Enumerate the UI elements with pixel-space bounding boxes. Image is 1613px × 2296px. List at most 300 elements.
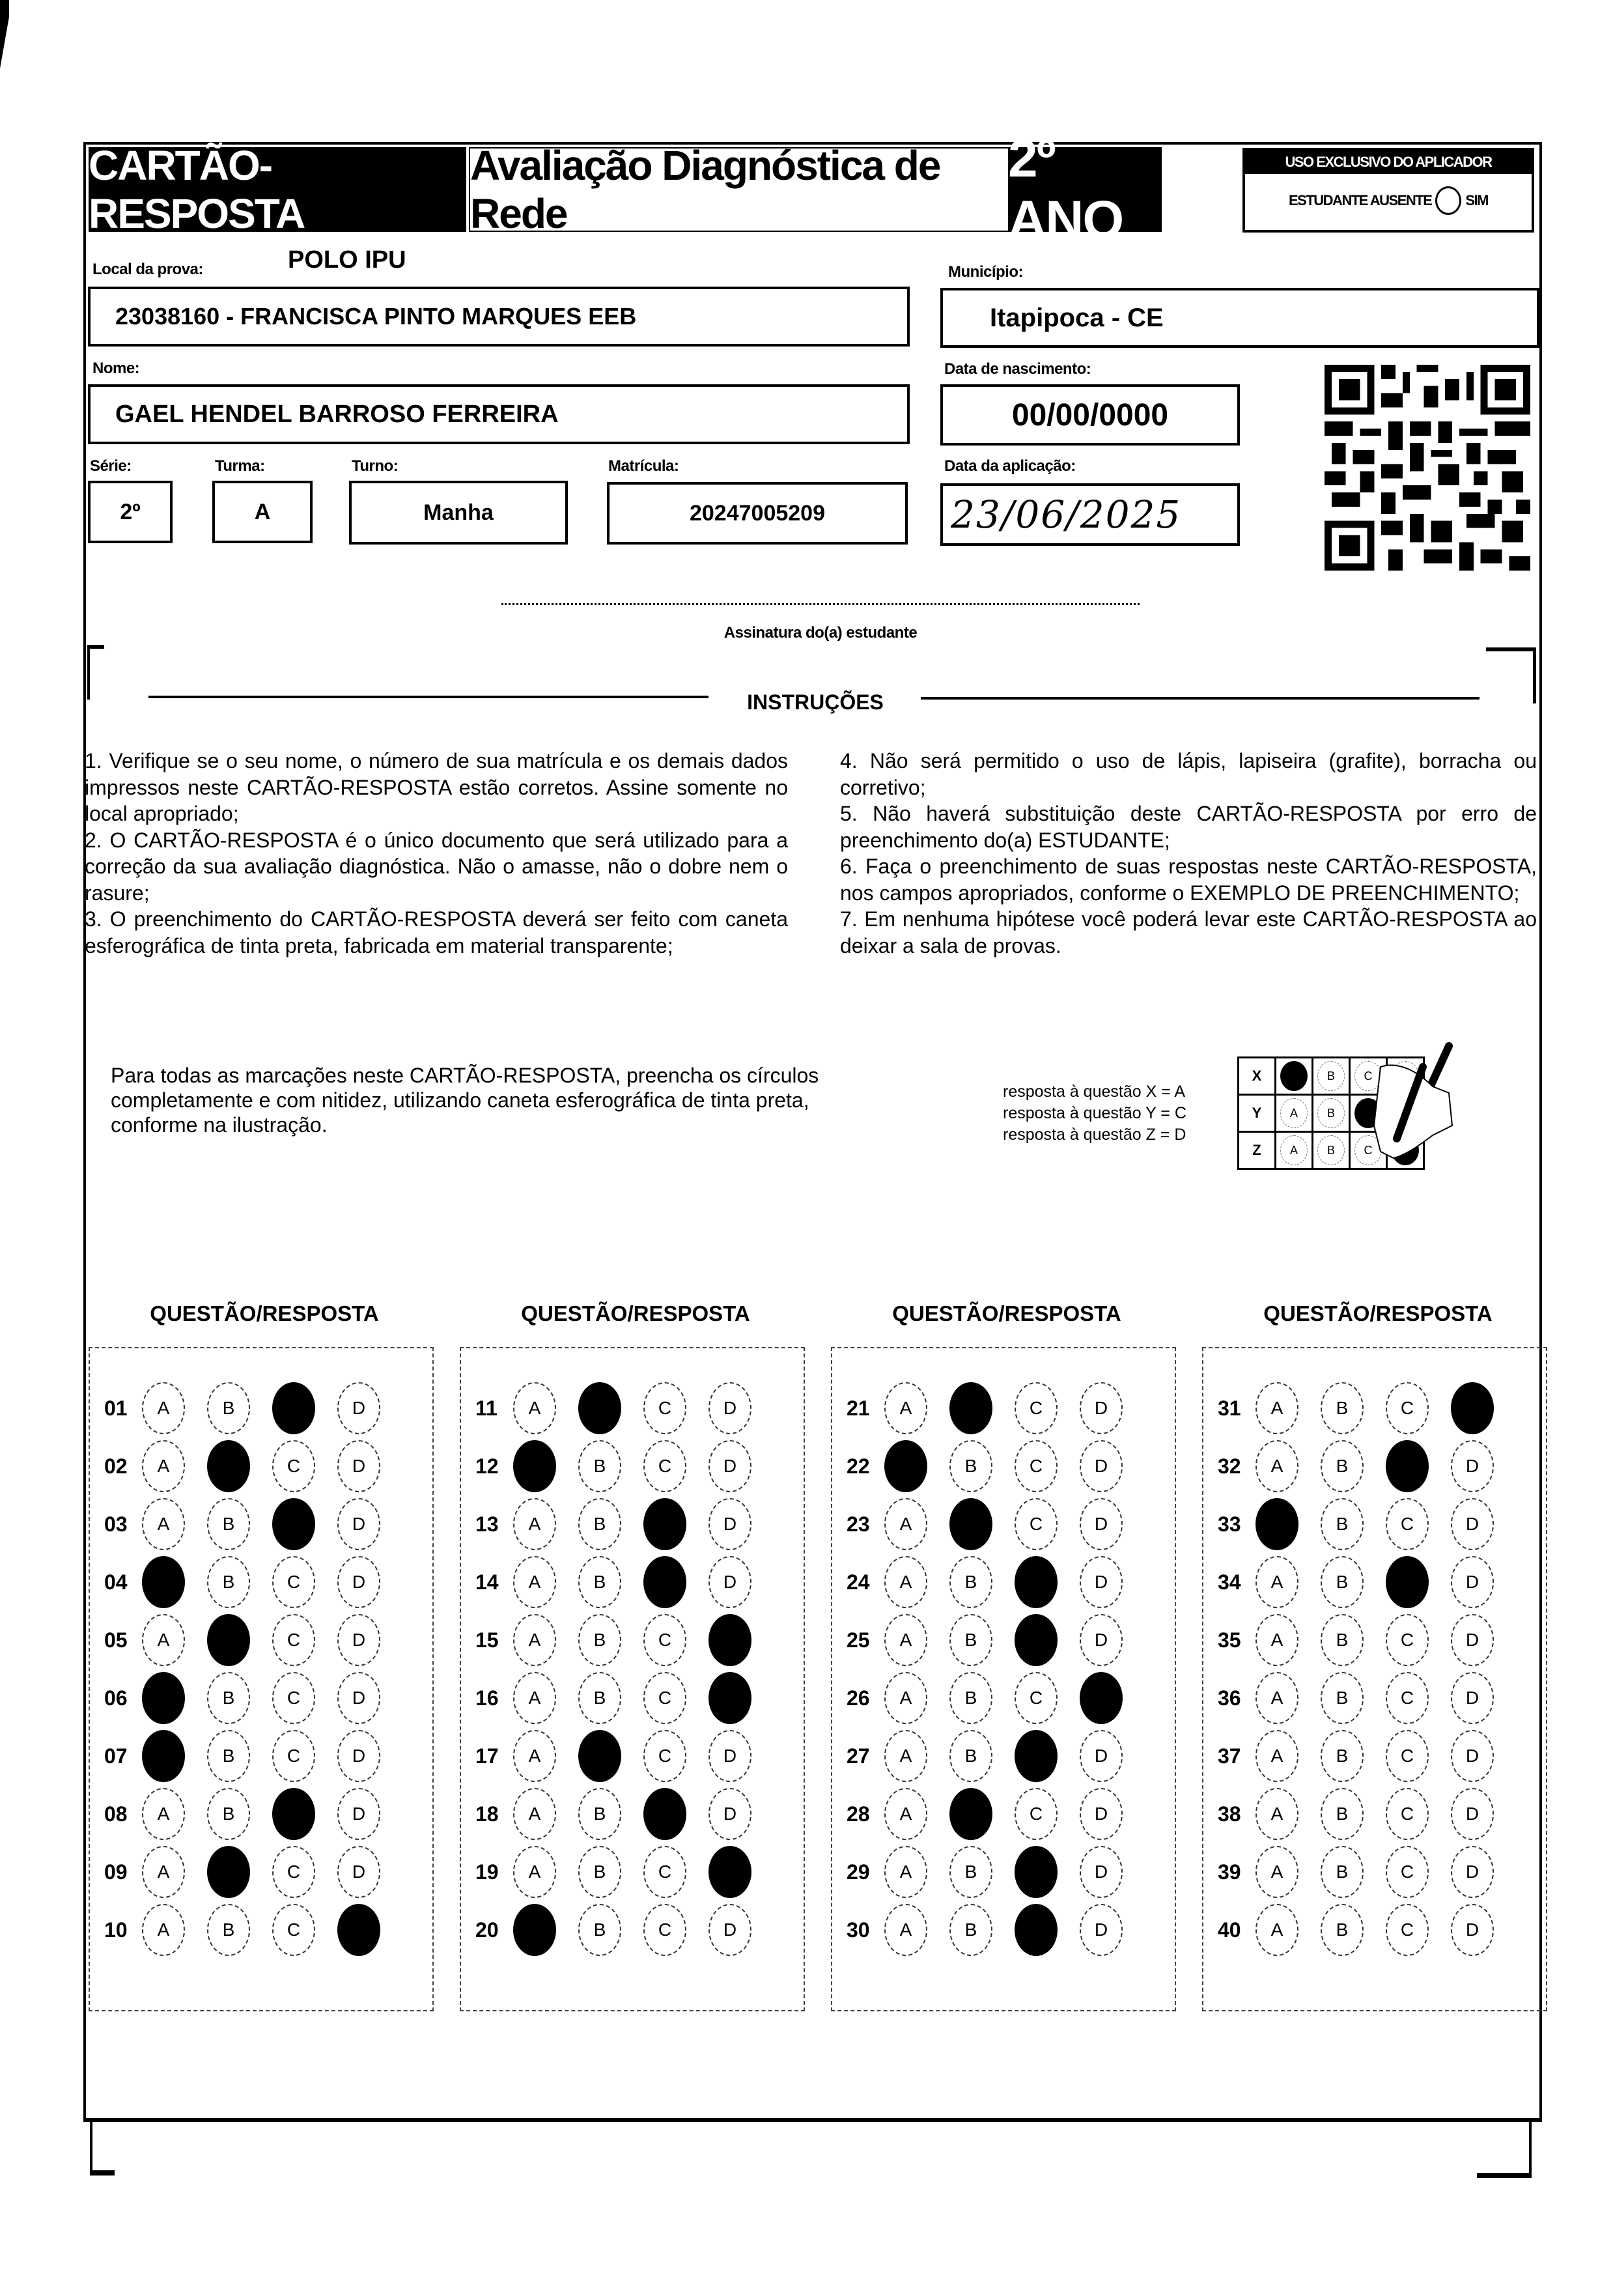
bubble-d[interactable]: D bbox=[337, 1846, 380, 1898]
bubble-d[interactable]: D bbox=[1451, 1556, 1494, 1608]
question-number: 04 bbox=[104, 1570, 128, 1594]
answer-row bbox=[90, 1904, 432, 1956]
bubble-c-filled[interactable]: C bbox=[1015, 1904, 1058, 1956]
answer-row bbox=[90, 1614, 432, 1666]
answer-row bbox=[90, 1440, 432, 1492]
bubble-a[interactable]: A bbox=[142, 1382, 185, 1434]
bubble-a[interactable]: A bbox=[884, 1672, 927, 1724]
bubble-d-filled[interactable]: D bbox=[337, 1904, 380, 1956]
question-number: 26 bbox=[847, 1686, 870, 1710]
turma-value: A bbox=[254, 499, 271, 524]
question-number: 21 bbox=[847, 1396, 870, 1420]
applicator-title: USO EXCLUSIVO DO APLICADOR bbox=[1245, 150, 1532, 174]
matricula-label: Matrícula: bbox=[608, 457, 679, 475]
bubble-d[interactable]: D bbox=[708, 1730, 751, 1782]
bubble-b[interactable]: B bbox=[578, 1614, 621, 1666]
instructions-title: INSTRUÇÕES bbox=[747, 690, 884, 714]
bubble-c[interactable]: C bbox=[272, 1672, 315, 1724]
answer-row bbox=[461, 1904, 804, 1956]
bubble-a[interactable]: A bbox=[884, 1556, 927, 1608]
bubble-b-filled[interactable]: B bbox=[578, 1382, 621, 1434]
answer-row bbox=[90, 1382, 432, 1434]
answer-row bbox=[90, 1730, 432, 1782]
bubble-d[interactable]: D bbox=[708, 1382, 751, 1434]
bubble-a[interactable]: A bbox=[513, 1730, 556, 1782]
bubble-d[interactable]: D bbox=[1451, 1614, 1494, 1666]
bubble-a[interactable]: A bbox=[884, 1904, 927, 1956]
bubble-a[interactable]: A bbox=[1255, 1904, 1298, 1956]
bubble-a[interactable]: A bbox=[884, 1382, 927, 1434]
bubble-c-filled[interactable]: C bbox=[1015, 1556, 1058, 1608]
bubble-c[interactable]: C bbox=[643, 1904, 686, 1956]
bubble-b[interactable]: B bbox=[1321, 1614, 1364, 1666]
example-bubble: B bbox=[1317, 1098, 1345, 1128]
instruction-3: 3. O preenchimento do CARTÃO-RESPOSTA deverá ser feito com caneta esferográfica de tinta preta, fabricada em material transparente; bbox=[85, 907, 788, 957]
bubble-b[interactable]: B bbox=[949, 1614, 992, 1666]
bubble-a-filled[interactable]: A bbox=[142, 1730, 185, 1782]
column-title: QUESTÃO/RESPOSTA bbox=[521, 1301, 750, 1325]
aplicacao-handwritten-value: 23/06/2025 bbox=[951, 492, 1182, 537]
question-number: 12 bbox=[475, 1454, 499, 1478]
bubble-b[interactable]: B bbox=[207, 1730, 250, 1782]
bubble-c[interactable]: C bbox=[1386, 1498, 1429, 1550]
instructions-right-column bbox=[840, 748, 1537, 959]
bubble-c[interactable]: C bbox=[643, 1614, 686, 1666]
answer-row bbox=[832, 1846, 1175, 1898]
answer-row bbox=[90, 1788, 432, 1840]
example-cell bbox=[1276, 1095, 1313, 1132]
bubble-c[interactable]: C bbox=[1015, 1498, 1058, 1550]
answer-row bbox=[832, 1382, 1175, 1434]
question-number: 39 bbox=[1218, 1860, 1241, 1884]
bubble-a[interactable]: A bbox=[513, 1788, 556, 1840]
bubble-b[interactable]: B bbox=[207, 1556, 250, 1608]
bubble-b[interactable]: B bbox=[578, 1846, 621, 1898]
bubble-c[interactable]: C bbox=[1015, 1440, 1058, 1492]
question-number: 30 bbox=[847, 1918, 870, 1942]
question-number: 38 bbox=[1218, 1802, 1241, 1826]
bubble-b[interactable]: B bbox=[949, 1672, 992, 1724]
nascimento-label: Data de nascimento: bbox=[944, 360, 1091, 378]
answer-row bbox=[461, 1440, 804, 1492]
bubble-c-filled[interactable]: C bbox=[1386, 1440, 1429, 1492]
bubble-a[interactable]: A bbox=[513, 1672, 556, 1724]
bubble-b[interactable]: B bbox=[578, 1556, 621, 1608]
bubble-a[interactable]: A bbox=[884, 1730, 927, 1782]
question-number: 29 bbox=[847, 1860, 870, 1884]
signature-line[interactable] bbox=[501, 603, 1140, 605]
bubble-a-filled[interactable]: A bbox=[142, 1556, 185, 1608]
bubble-b[interactable]: B bbox=[1321, 1382, 1364, 1434]
question-number: 25 bbox=[847, 1628, 870, 1652]
question-number: 15 bbox=[475, 1628, 499, 1652]
question-number: 23 bbox=[847, 1512, 870, 1536]
bubble-b[interactable]: B bbox=[578, 1904, 621, 1956]
bubble-c[interactable]: C bbox=[1386, 1382, 1429, 1434]
matricula-field bbox=[607, 482, 908, 545]
bubble-c[interactable]: C bbox=[272, 1440, 315, 1492]
answer-grid-column-2 bbox=[460, 1347, 805, 2011]
turma-label: Turma: bbox=[215, 457, 265, 475]
bubble-d[interactable]: D bbox=[1080, 1614, 1123, 1666]
answer-row bbox=[1203, 1846, 1546, 1898]
bubble-a[interactable]: A bbox=[884, 1788, 927, 1840]
question-number: 20 bbox=[475, 1918, 499, 1942]
bubble-d[interactable]: D bbox=[1080, 1904, 1123, 1956]
bubble-d[interactable]: D bbox=[708, 1904, 751, 1956]
bubble-a[interactable]: A bbox=[513, 1556, 556, 1608]
answer-row bbox=[1203, 1614, 1546, 1666]
bubble-a[interactable]: A bbox=[884, 1498, 927, 1550]
bubble-b-filled[interactable]: B bbox=[949, 1788, 992, 1840]
bubble-c[interactable]: C bbox=[643, 1382, 686, 1434]
bubble-d[interactable]: D bbox=[708, 1556, 751, 1608]
polo-name: POLO IPU bbox=[288, 246, 406, 274]
bubble-c-filled[interactable]: C bbox=[1015, 1730, 1058, 1782]
bubble-c[interactable]: C bbox=[272, 1730, 315, 1782]
question-number: 08 bbox=[104, 1802, 128, 1826]
answer-row bbox=[832, 1498, 1175, 1550]
bubble-d[interactable]: D bbox=[337, 1672, 380, 1724]
bubble-b[interactable]: B bbox=[578, 1672, 621, 1724]
bubble-a[interactable]: A bbox=[1255, 1672, 1298, 1724]
bubble-a[interactable]: A bbox=[884, 1846, 927, 1898]
bubble-d[interactable]: D bbox=[1451, 1498, 1494, 1550]
municipio-label: Município: bbox=[948, 263, 1023, 281]
bubble-a[interactable]: A bbox=[513, 1846, 556, 1898]
bubble-b[interactable]: B bbox=[578, 1440, 621, 1492]
bubble-d[interactable]: D bbox=[337, 1614, 380, 1666]
bubble-a-filled[interactable]: A bbox=[513, 1440, 556, 1492]
bubble-c[interactable]: C bbox=[1386, 1614, 1429, 1666]
corner-mark-bottom-left bbox=[90, 2119, 115, 2176]
grade-badge: 2º ANO bbox=[1008, 147, 1162, 232]
bubble-a[interactable]: A bbox=[142, 1846, 185, 1898]
question-number: 32 bbox=[1218, 1454, 1241, 1478]
bubble-d[interactable]: D bbox=[1451, 1904, 1494, 1956]
question-number: 37 bbox=[1218, 1744, 1241, 1768]
bubble-d-filled[interactable]: D bbox=[1451, 1382, 1494, 1434]
bubble-b[interactable]: B bbox=[207, 1672, 250, 1724]
bubble-d[interactable]: D bbox=[708, 1498, 751, 1550]
bubble-c[interactable]: C bbox=[643, 1846, 686, 1898]
card-title: CARTÃO-RESPOSTA bbox=[89, 147, 466, 232]
bubble-c-filled[interactable]: C bbox=[272, 1498, 315, 1550]
turno-value: Manha bbox=[423, 500, 494, 525]
local-label: Local da prova: bbox=[92, 261, 203, 278]
instructions-left-column bbox=[85, 748, 788, 959]
bubble-d[interactable]: D bbox=[1451, 1440, 1494, 1492]
bubble-b[interactable]: B bbox=[949, 1730, 992, 1782]
aplicacao-label: Data da aplicação: bbox=[944, 457, 1076, 475]
bubble-d[interactable]: D bbox=[1451, 1788, 1494, 1840]
example-question-label: X bbox=[1239, 1058, 1276, 1095]
example-question-label: Z bbox=[1239, 1132, 1276, 1169]
bubble-d[interactable]: D bbox=[337, 1730, 380, 1782]
example-question-label: Y bbox=[1239, 1095, 1276, 1132]
answer-row bbox=[832, 1730, 1175, 1782]
bubble-b[interactable]: B bbox=[578, 1498, 621, 1550]
answer-row bbox=[1203, 1556, 1546, 1608]
question-number: 35 bbox=[1218, 1628, 1241, 1652]
bubble-c[interactable]: C bbox=[272, 1846, 315, 1898]
signature-label: Assinatura do(a) estudante bbox=[723, 624, 918, 642]
scan-edge-artifact bbox=[0, 0, 9, 117]
question-number: 28 bbox=[847, 1802, 870, 1826]
answer-row bbox=[461, 1498, 804, 1550]
answer-row bbox=[461, 1556, 804, 1608]
nascimento-field bbox=[940, 384, 1240, 446]
answer-row bbox=[1203, 1672, 1546, 1724]
answer-row bbox=[1203, 1498, 1546, 1550]
bubble-b[interactable]: B bbox=[1321, 1788, 1364, 1840]
bubble-a[interactable]: A bbox=[1255, 1440, 1298, 1492]
bubble-b[interactable]: B bbox=[207, 1382, 250, 1434]
bubble-a[interactable]: A bbox=[142, 1498, 185, 1550]
bubble-c[interactable]: C bbox=[1386, 1904, 1429, 1956]
bubble-d-filled[interactable]: D bbox=[708, 1672, 751, 1724]
turno-label: Turno: bbox=[352, 457, 399, 475]
column-title: QUESTÃO/RESPOSTA bbox=[150, 1301, 379, 1325]
bubble-b[interactable]: B bbox=[1321, 1556, 1364, 1608]
bubble-a-filled[interactable]: A bbox=[884, 1440, 927, 1492]
corner-mark-bottom-right bbox=[1477, 2122, 1532, 2178]
example-legend-z: resposta à questão Z = D bbox=[1003, 1126, 1186, 1144]
example-bubble: B bbox=[1317, 1061, 1345, 1091]
instruction-5: 5. Não haverá substituição deste CARTÃO-RESPOSTA por erro de preenchimento do(a) ESTUDANTE; bbox=[840, 802, 1537, 852]
bubble-c[interactable]: C bbox=[1386, 1730, 1429, 1782]
answer-row bbox=[832, 1904, 1175, 1956]
school-value: 23038160 - FRANCISCA PINTO MARQUES EEB bbox=[115, 303, 637, 330]
bubble-a[interactable]: A bbox=[1255, 1556, 1298, 1608]
bubble-b[interactable]: B bbox=[578, 1788, 621, 1840]
bubble-b[interactable]: B bbox=[1321, 1846, 1364, 1898]
bubble-b[interactable]: B bbox=[1321, 1730, 1364, 1782]
answer-row bbox=[832, 1672, 1175, 1724]
bubble-b-filled[interactable]: B bbox=[949, 1382, 992, 1434]
bubble-d[interactable]: D bbox=[1080, 1382, 1123, 1434]
bubble-c-filled[interactable]: C bbox=[1386, 1556, 1429, 1608]
answer-row bbox=[1203, 1440, 1546, 1492]
bubble-c-filled[interactable]: C bbox=[643, 1788, 686, 1840]
answer-row bbox=[90, 1556, 432, 1608]
hand-with-pen-icon bbox=[1335, 1041, 1459, 1171]
answer-row bbox=[90, 1672, 432, 1724]
nome-field bbox=[88, 384, 910, 444]
bubble-b[interactable]: B bbox=[1321, 1440, 1364, 1492]
bubble-d[interactable]: D bbox=[1080, 1788, 1123, 1840]
bubble-c[interactable]: C bbox=[1015, 1788, 1058, 1840]
bubble-a[interactable]: A bbox=[513, 1498, 556, 1550]
bubble-a[interactable]: A bbox=[1255, 1614, 1298, 1666]
bubble-a-filled[interactable]: A bbox=[513, 1904, 556, 1956]
bubble-b[interactable]: B bbox=[207, 1904, 250, 1956]
bubble-c-filled[interactable]: C bbox=[643, 1498, 686, 1550]
bubble-d[interactable]: D bbox=[1451, 1730, 1494, 1782]
example-bubble-filled: A bbox=[1280, 1061, 1308, 1091]
question-number: 09 bbox=[104, 1860, 128, 1884]
question-number: 33 bbox=[1218, 1512, 1241, 1536]
bubble-d[interactable]: D bbox=[1080, 1498, 1123, 1550]
bubble-c[interactable]: C bbox=[1386, 1788, 1429, 1840]
bubble-c[interactable]: C bbox=[1386, 1846, 1429, 1898]
bubble-b[interactable]: B bbox=[1321, 1498, 1364, 1550]
bubble-b-filled[interactable]: B bbox=[578, 1730, 621, 1782]
bubble-a-filled[interactable]: A bbox=[1255, 1498, 1298, 1550]
bubble-d[interactable]: D bbox=[708, 1788, 751, 1840]
answer-grid-column-3 bbox=[831, 1347, 1176, 2011]
bubble-d[interactable]: D bbox=[337, 1498, 380, 1550]
question-number: 16 bbox=[475, 1686, 499, 1710]
serie-field bbox=[88, 481, 173, 543]
example-legend bbox=[1003, 1081, 1186, 1146]
serie-value: 2º bbox=[120, 499, 141, 524]
bubble-d[interactable]: D bbox=[337, 1556, 380, 1608]
instructions-rule-left bbox=[148, 696, 708, 698]
question-number: 19 bbox=[475, 1860, 499, 1884]
bubble-d[interactable]: D bbox=[1080, 1556, 1123, 1608]
bubble-d[interactable]: D bbox=[1451, 1846, 1494, 1898]
question-number: 05 bbox=[104, 1628, 128, 1652]
question-number: 24 bbox=[847, 1570, 870, 1594]
answer-row bbox=[90, 1846, 432, 1898]
bubble-c[interactable]: C bbox=[643, 1730, 686, 1782]
example-bubble: A bbox=[1280, 1135, 1308, 1165]
bubble-d[interactable]: D bbox=[1451, 1672, 1494, 1724]
question-number: 06 bbox=[104, 1686, 128, 1710]
matricula-value: 20247005209 bbox=[689, 500, 825, 526]
bubble-c[interactable]: C bbox=[1015, 1382, 1058, 1434]
bubble-d[interactable]: D bbox=[1080, 1730, 1123, 1782]
answer-row bbox=[461, 1788, 804, 1840]
column-title: QUESTÃO/RESPOSTA bbox=[892, 1301, 1121, 1325]
answer-row bbox=[461, 1382, 804, 1434]
bubble-d[interactable]: D bbox=[337, 1382, 380, 1434]
bubble-a[interactable]: A bbox=[142, 1788, 185, 1840]
bubble-d-filled[interactable]: D bbox=[708, 1614, 751, 1666]
bubble-d-filled[interactable]: D bbox=[1080, 1672, 1123, 1724]
bubble-d[interactable]: D bbox=[708, 1440, 751, 1492]
bubble-c-filled[interactable]: C bbox=[1015, 1614, 1058, 1666]
example-bubble: C bbox=[1354, 1061, 1382, 1091]
exam-title: Avaliação Diagnóstica de Rede bbox=[469, 147, 1009, 232]
bubble-c[interactable]: C bbox=[272, 1556, 315, 1608]
answer-row bbox=[1203, 1382, 1546, 1434]
bubble-c-filled[interactable]: C bbox=[1015, 1846, 1058, 1898]
answer-row bbox=[1203, 1788, 1546, 1840]
instruction-2: 2. O CARTÃO-RESPOSTA é o único documento que será utilizado para a correção da sua avaliação diagnóstica. Não o amasse, não o dobre nem o rasure; bbox=[85, 828, 788, 905]
bubble-b[interactable]: B bbox=[207, 1788, 250, 1840]
bubble-a[interactable]: A bbox=[142, 1614, 185, 1666]
bubble-a[interactable]: A bbox=[513, 1382, 556, 1434]
question-number: 36 bbox=[1218, 1686, 1241, 1710]
bubble-b[interactable]: B bbox=[949, 1440, 992, 1492]
bubble-d[interactable]: D bbox=[1080, 1440, 1123, 1492]
bubble-a[interactable]: A bbox=[1255, 1846, 1298, 1898]
bubble-b[interactable]: B bbox=[1321, 1904, 1364, 1956]
instruction-6: 6. Faça o preenchimento de suas respostas neste CARTÃO-RESPOSTA, nos campos apropriados, conforme o EXEMPLO DE PREENCHIMENTO; bbox=[840, 855, 1537, 905]
bubble-a[interactable]: A bbox=[1255, 1730, 1298, 1782]
question-number: 10 bbox=[104, 1918, 128, 1942]
bubble-d[interactable]: D bbox=[1080, 1846, 1123, 1898]
bubble-b[interactable]: B bbox=[949, 1846, 992, 1898]
aplicacao-field[interactable] bbox=[940, 483, 1240, 546]
answer-row bbox=[461, 1672, 804, 1724]
absent-label: ESTUDANTE AUSENTE bbox=[1289, 192, 1432, 208]
bubble-b-filled[interactable]: B bbox=[207, 1846, 250, 1898]
bubble-c[interactable]: C bbox=[272, 1614, 315, 1666]
bubble-b[interactable]: B bbox=[207, 1498, 250, 1550]
instruction-4: 4. Não será permitido o uso de lápis, lapiseira (grafite), borracha ou corretivo; bbox=[840, 749, 1537, 799]
bubble-a-filled[interactable]: A bbox=[142, 1672, 185, 1724]
question-number: 17 bbox=[475, 1744, 499, 1768]
answer-grid-column-1 bbox=[89, 1347, 434, 2011]
question-number: 07 bbox=[104, 1744, 128, 1768]
bubble-c[interactable]: C bbox=[272, 1904, 315, 1956]
bubble-a[interactable]: A bbox=[142, 1904, 185, 1956]
bubble-b[interactable]: B bbox=[949, 1556, 992, 1608]
bubble-a[interactable]: A bbox=[1255, 1382, 1298, 1434]
example-bubble: C bbox=[1354, 1135, 1382, 1165]
bubble-d[interactable]: D bbox=[337, 1440, 380, 1492]
answer-row bbox=[832, 1440, 1175, 1492]
bubble-c-filled[interactable]: C bbox=[643, 1556, 686, 1608]
instruction-7: 7. Em nenhuma hipótese você poderá levar este CARTÃO-RESPOSTA ao deixar a sala de provas. bbox=[840, 907, 1537, 957]
municipio-field bbox=[940, 288, 1539, 348]
bubble-a[interactable]: A bbox=[884, 1614, 927, 1666]
question-number: 34 bbox=[1218, 1570, 1241, 1594]
bubble-a[interactable]: A bbox=[142, 1440, 185, 1492]
nome-value: GAEL HENDEL BARROSO FERREIRA bbox=[115, 400, 559, 428]
example-cell bbox=[1276, 1058, 1313, 1095]
school-field bbox=[88, 287, 910, 347]
example-text: Para todas as marcações neste CARTÃO-RESPOSTA, preencha os círculos completamente e com nitidez, utilizando caneta esferográfica de tinta preta, conforme na ilustração. bbox=[111, 1064, 819, 1137]
bubble-b-filled[interactable]: B bbox=[207, 1614, 250, 1666]
bubble-c[interactable]: C bbox=[1386, 1672, 1429, 1724]
answer-row bbox=[461, 1614, 804, 1666]
bubble-c[interactable]: C bbox=[643, 1672, 686, 1724]
bubble-c[interactable]: C bbox=[643, 1440, 686, 1492]
bubble-c-filled[interactable]: C bbox=[272, 1788, 315, 1840]
bubble-b-filled[interactable]: B bbox=[207, 1440, 250, 1492]
example-cell bbox=[1276, 1132, 1313, 1169]
question-number: 27 bbox=[847, 1744, 870, 1768]
question-number: 02 bbox=[104, 1454, 128, 1478]
question-number: 03 bbox=[104, 1512, 128, 1536]
corner-mark-top-right bbox=[1486, 647, 1536, 703]
bubble-a[interactable]: A bbox=[513, 1614, 556, 1666]
bubble-a[interactable]: A bbox=[1255, 1788, 1298, 1840]
bubble-b[interactable]: B bbox=[1321, 1672, 1364, 1724]
example-legend-y: resposta à questão Y = C bbox=[1003, 1104, 1186, 1122]
answer-row bbox=[832, 1556, 1175, 1608]
question-number: 14 bbox=[475, 1570, 499, 1594]
answer-row bbox=[1203, 1904, 1546, 1956]
absent-checkbox[interactable] bbox=[1435, 186, 1461, 215]
bubble-b[interactable]: B bbox=[949, 1904, 992, 1956]
answer-row bbox=[832, 1614, 1175, 1666]
bubble-d[interactable]: D bbox=[337, 1788, 380, 1840]
question-number: 31 bbox=[1218, 1396, 1241, 1420]
question-number: 18 bbox=[475, 1802, 499, 1826]
turma-field bbox=[212, 481, 313, 543]
bubble-d-filled[interactable]: D bbox=[708, 1846, 751, 1898]
bubble-b-filled[interactable]: B bbox=[949, 1498, 992, 1550]
bubble-c-filled[interactable]: C bbox=[272, 1382, 315, 1434]
question-number: 11 bbox=[475, 1396, 498, 1420]
corner-mark-top-left bbox=[87, 645, 104, 700]
bubble-c[interactable]: C bbox=[1015, 1672, 1058, 1724]
